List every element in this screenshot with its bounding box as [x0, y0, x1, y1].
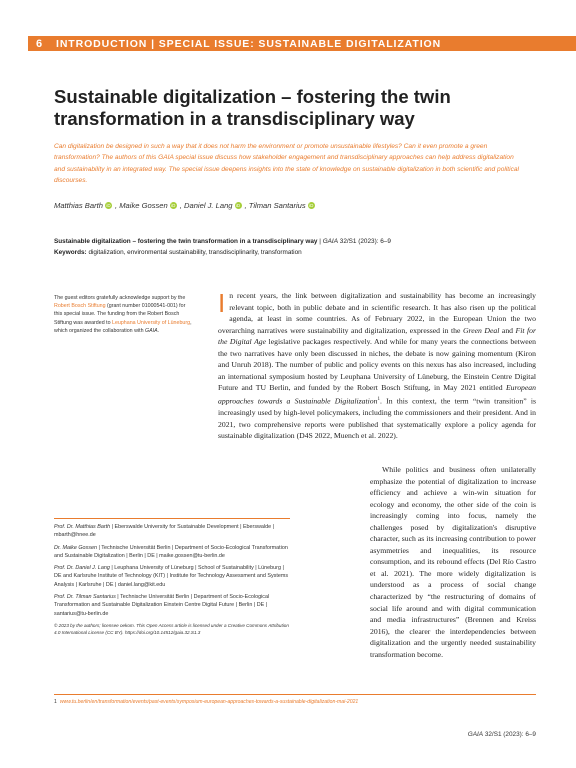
footer-journal: GAIA: [467, 731, 484, 738]
affiliation-name: Prof. Dr. Matthias Barth: [54, 524, 111, 530]
body-text: n recent years, the link between digitalization and sustainability has become an increasingly relevant topic, both in public debate and in scientific research. It has also risen up the political agenda, at least in some countries. As of February 2022, in the European Union the two overarching narratives were sustainability and digitalization, expressed in the: [218, 291, 536, 335]
university-link[interactable]: Leuphana University of Lüneburg: [112, 319, 191, 326]
affiliation-item: [54, 544, 290, 561]
body-paragraph-2: [370, 464, 536, 660]
author-name: Maike Gossen: [119, 201, 168, 210]
license-text: © 2023 by the authors; licensee oekom. This Open Access article is licensed under a Creative Commons Attribution 4.0 International License (CC BY). https://doi.org/10.14512/gaia.32.S1.3: [54, 622, 289, 635]
body-text: and: [499, 325, 516, 335]
affiliation-item: [54, 564, 290, 589]
page-number: 6: [35, 37, 43, 50]
author-name: Daniel J. Lang: [183, 201, 233, 210]
body-text: legislative packages respectively. And while for many years the connections between the two narratives have only been discussed in niches, the debate is now gaining momentum (Kiron and Unruh 2018). The number of public and policy events on this nexus has also increased, including an international symposium hosted by Leuphana University of Lüneburg, the Einstein Centre Digital Future and TU Berlin, and funded by the Robert Bosch Stiftung, in May 2021 entitled: [218, 337, 536, 393]
citation-block: [54, 236, 544, 258]
author-name: Matthias Barth: [54, 201, 103, 210]
page-footer: [468, 731, 536, 738]
affiliation-name: Dr. Maike Gossen: [54, 544, 97, 551]
body-text: While politics and business often unilaterally emphasize the potential of digitalization to increase efficiency and achieve a win-win situation for ecology and economy, the other side of the coin is increasingly coming into focus, namely the challenges posed by digitalization's disruptive character, such as its increasing contribution to power asymmetries and inequalities, its resource consumption, and its rebound effects (Del Río Castro et al. 2021). The more widely digitalization is understood as a process of social change characterized by “the restructuring of domains of social life around and with digital communication and media infrastructures” (Brennen and Kreiss 2016), the clearer the interdependencies between digitalization and the urgently needed sustainability transformation become.: [370, 465, 536, 659]
journal-name: GAIA: [144, 327, 158, 334]
orcid-icon[interactable]: iD: [309, 203, 314, 208]
orcid-icon[interactable]: iD: [235, 203, 241, 208]
ack-text: , which organized the collaboration with: [54, 319, 192, 334]
keywords-line: [54, 247, 544, 258]
affiliation-name: Prof. Dr. Daniel J. Lang: [54, 565, 110, 572]
affiliations: [54, 518, 290, 636]
affiliation-detail: | Technische Universität Berlin | Department of Socio-Ecological Transformation and Sustainable Digitalization Einstein Centre Digital Future | Berlin | DE | santarius@tu-berlin.de: [54, 594, 270, 617]
citation-title: Sustainable digitalization – fostering the twin transformation in a transdisciplinary way: [54, 238, 318, 245]
body-text-italic: Green Deal: [462, 325, 500, 335]
ack-text: .: [157, 327, 160, 334]
footnote-url[interactable]: www.tu.berlin/en/transformation/events/past-events/symposium-european-approaches-towards-a-sustainable-digitalization-mai-2021: [59, 699, 359, 705]
abstract: Can digitalization be designed in such a way that it does not harm the environment or promote unsustainable lifestyles? Can it even promote a green transformation? The authors of this GAIA special issue discuss how stakeholder engagement and transdisciplinary approaches can help address digitalization and sustainability in an integrated way. The special issue deepens insights into the state of knowledge on sustainable digitalization in both scientific and political discourses.: [54, 143, 520, 185]
affiliation-detail: | Eberswalde University for Sustainable Development | Eberswalde | mbarth@hnee.de: [54, 524, 275, 539]
citation-volume: 32/S1 (2023): 6–9: [337, 238, 391, 245]
drop-cap: I: [218, 288, 226, 318]
ack-text: The guest editors gratefully acknowledge support by the: [54, 295, 186, 301]
author-name: Tilman Santarius: [248, 201, 306, 210]
footnote: [54, 694, 536, 705]
citation-line: [54, 236, 544, 247]
running-header: [28, 36, 576, 51]
author-list: Matthias Barth iD , Maike Gossen iD , Daniel J. Lang iD , Tilman Santarius iD: [54, 201, 314, 210]
affiliation-detail: | Leuphana University of Lüneburg | School of Sustainability | Lüneburg | DE and Karlsruhe Institute of Technology (KIT) | Institute for Technology Assessment and Systems Analysis | Karlsruhe | DE | daniel.lang@kit.edu: [54, 565, 289, 588]
body-text-italic: European approaches towards a Sustainable Digitalization: [218, 383, 536, 406]
footnote-number: 1: [54, 699, 57, 705]
funder-link[interactable]: Robert Bosch Stiftung: [54, 303, 106, 310]
ack-text: (grant number 01000541-001) for this special issue. The funding from the Robert Bosch Stiftung was awarded to: [54, 303, 186, 326]
orcid-icon[interactable]: iD: [171, 203, 176, 208]
affiliation-name: Prof. Dr. Tilman Santarius: [54, 594, 116, 601]
keywords-label: Keywords:: [54, 249, 87, 256]
footer-volume: 32/S1 (2023): 6–9: [483, 731, 536, 738]
section-label: INTRODUCTION | SPECIAL ISSUE: SUSTAINABLE DIGITALIZATION: [56, 37, 442, 50]
keywords: digitalization, environmental sustainability, transdisciplinarity, transformation: [86, 249, 302, 256]
body-text-italic: Fit for the Digital Age: [218, 325, 536, 347]
article-title: Sustainable digitalization – fostering the twin transformation in a transdisciplinary way: [54, 86, 451, 129]
orcid-icon[interactable]: iD: [106, 203, 111, 208]
affiliation-item: [54, 523, 290, 540]
footnote-ref[interactable]: 1: [377, 396, 380, 402]
affiliation-item: [54, 593, 290, 618]
acknowledgment: [54, 294, 194, 335]
affiliation-detail: | Technische Universität Berlin | Department of Socio-Ecological Transformation and Sustainable Digitalization | Berlin | DE | maike.gossen@tu-berlin.de: [54, 544, 288, 559]
journal-name: GAIA: [322, 238, 338, 245]
body-text: . In this context, the term “twin transition” is increasingly used by high-level policymakers, including the commissioners and their president. And in 2021, two comprehensive reports were published that systematically explore a policy agenda for sustainable digitalization (D4S 2022, Muench et al. 2022).: [218, 396, 536, 441]
body-paragraph-1: [218, 290, 536, 442]
citation-separator: |: [317, 238, 323, 245]
